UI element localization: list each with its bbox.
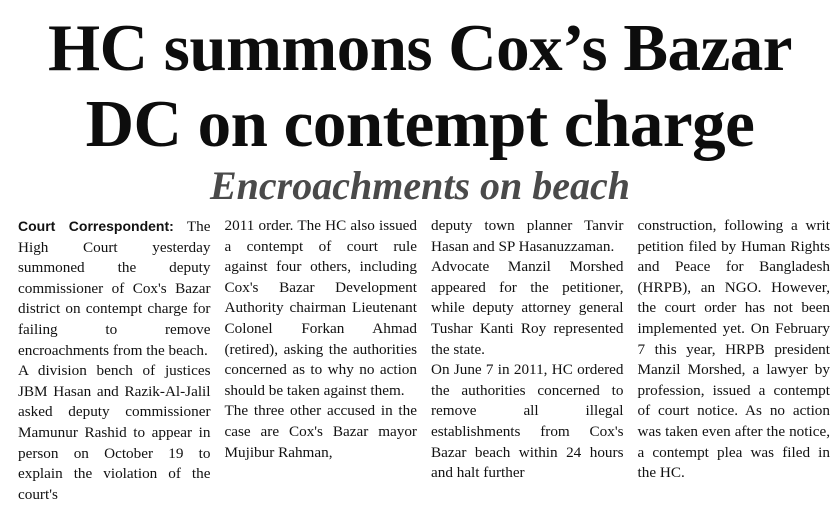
paragraph: The three other accused in the case are Cox's Bazar mayor Mujibur Rahman, [224,402,417,461]
paragraph: Advocate Manzil Morshed appeared for the petitioner, while deputy attorney general Tushar Kanti Roy represented the state. [431,258,624,358]
article-column-2 [225,216,418,505]
article-column-4 [638,216,831,505]
byline: Court Correspondent: [18,218,174,234]
paragraph [18,216,211,361]
article-column-3 [431,216,624,505]
paragraph: A division bench of justices JBM Hasan and Razik-Al-Jalil asked deputy commissioner Mamunur Rashid to appear in person on October 19 to explain the violation of the court's [18,362,211,503]
paragraph: 2011 order. The HC also issued a contempt of court rule against four others, including Cox's Bazar Development Authority chairman Lieutenant Colonel Forkan Ahmad (retired), asking the authorities concerned as to why no action should be taken against them. [224,217,417,399]
paragraph: deputy town planner Tanvir Hasan and SP Hasanuzzaman. [431,217,624,255]
paragraph-text: The High Court yesterday summoned the deputy commissioner of Cox's Bazar district on contempt charge for failing to remove encroachments from the beach. [18,218,211,359]
article-body [18,216,830,505]
headline-line-1: HC summons Cox’s Bazar [48,11,792,85]
paragraph: construction, following a writ petition filed by Human Rights and Peace for Bangladesh (HRPB), an NGO. However, the court order has not been implemented yet. On February 7 this year, HRPB president Manzil Morshed, a lawyer by profession, issued a contempt of court notice. As no action was taken even after the notice, a contempt plea was filed in the HC. [637,217,830,482]
headline [0,10,840,162]
paragraph: On June 7 in 2011, HC ordered the authorities concerned to remove all illegal establishments from Cox's Bazar beach within 24 hours and halt further [431,361,624,482]
sub-headline: Encroachments on beach [209,163,631,208]
headline-line-2: DC on contempt charge [85,87,755,161]
article-column-1 [18,216,211,505]
